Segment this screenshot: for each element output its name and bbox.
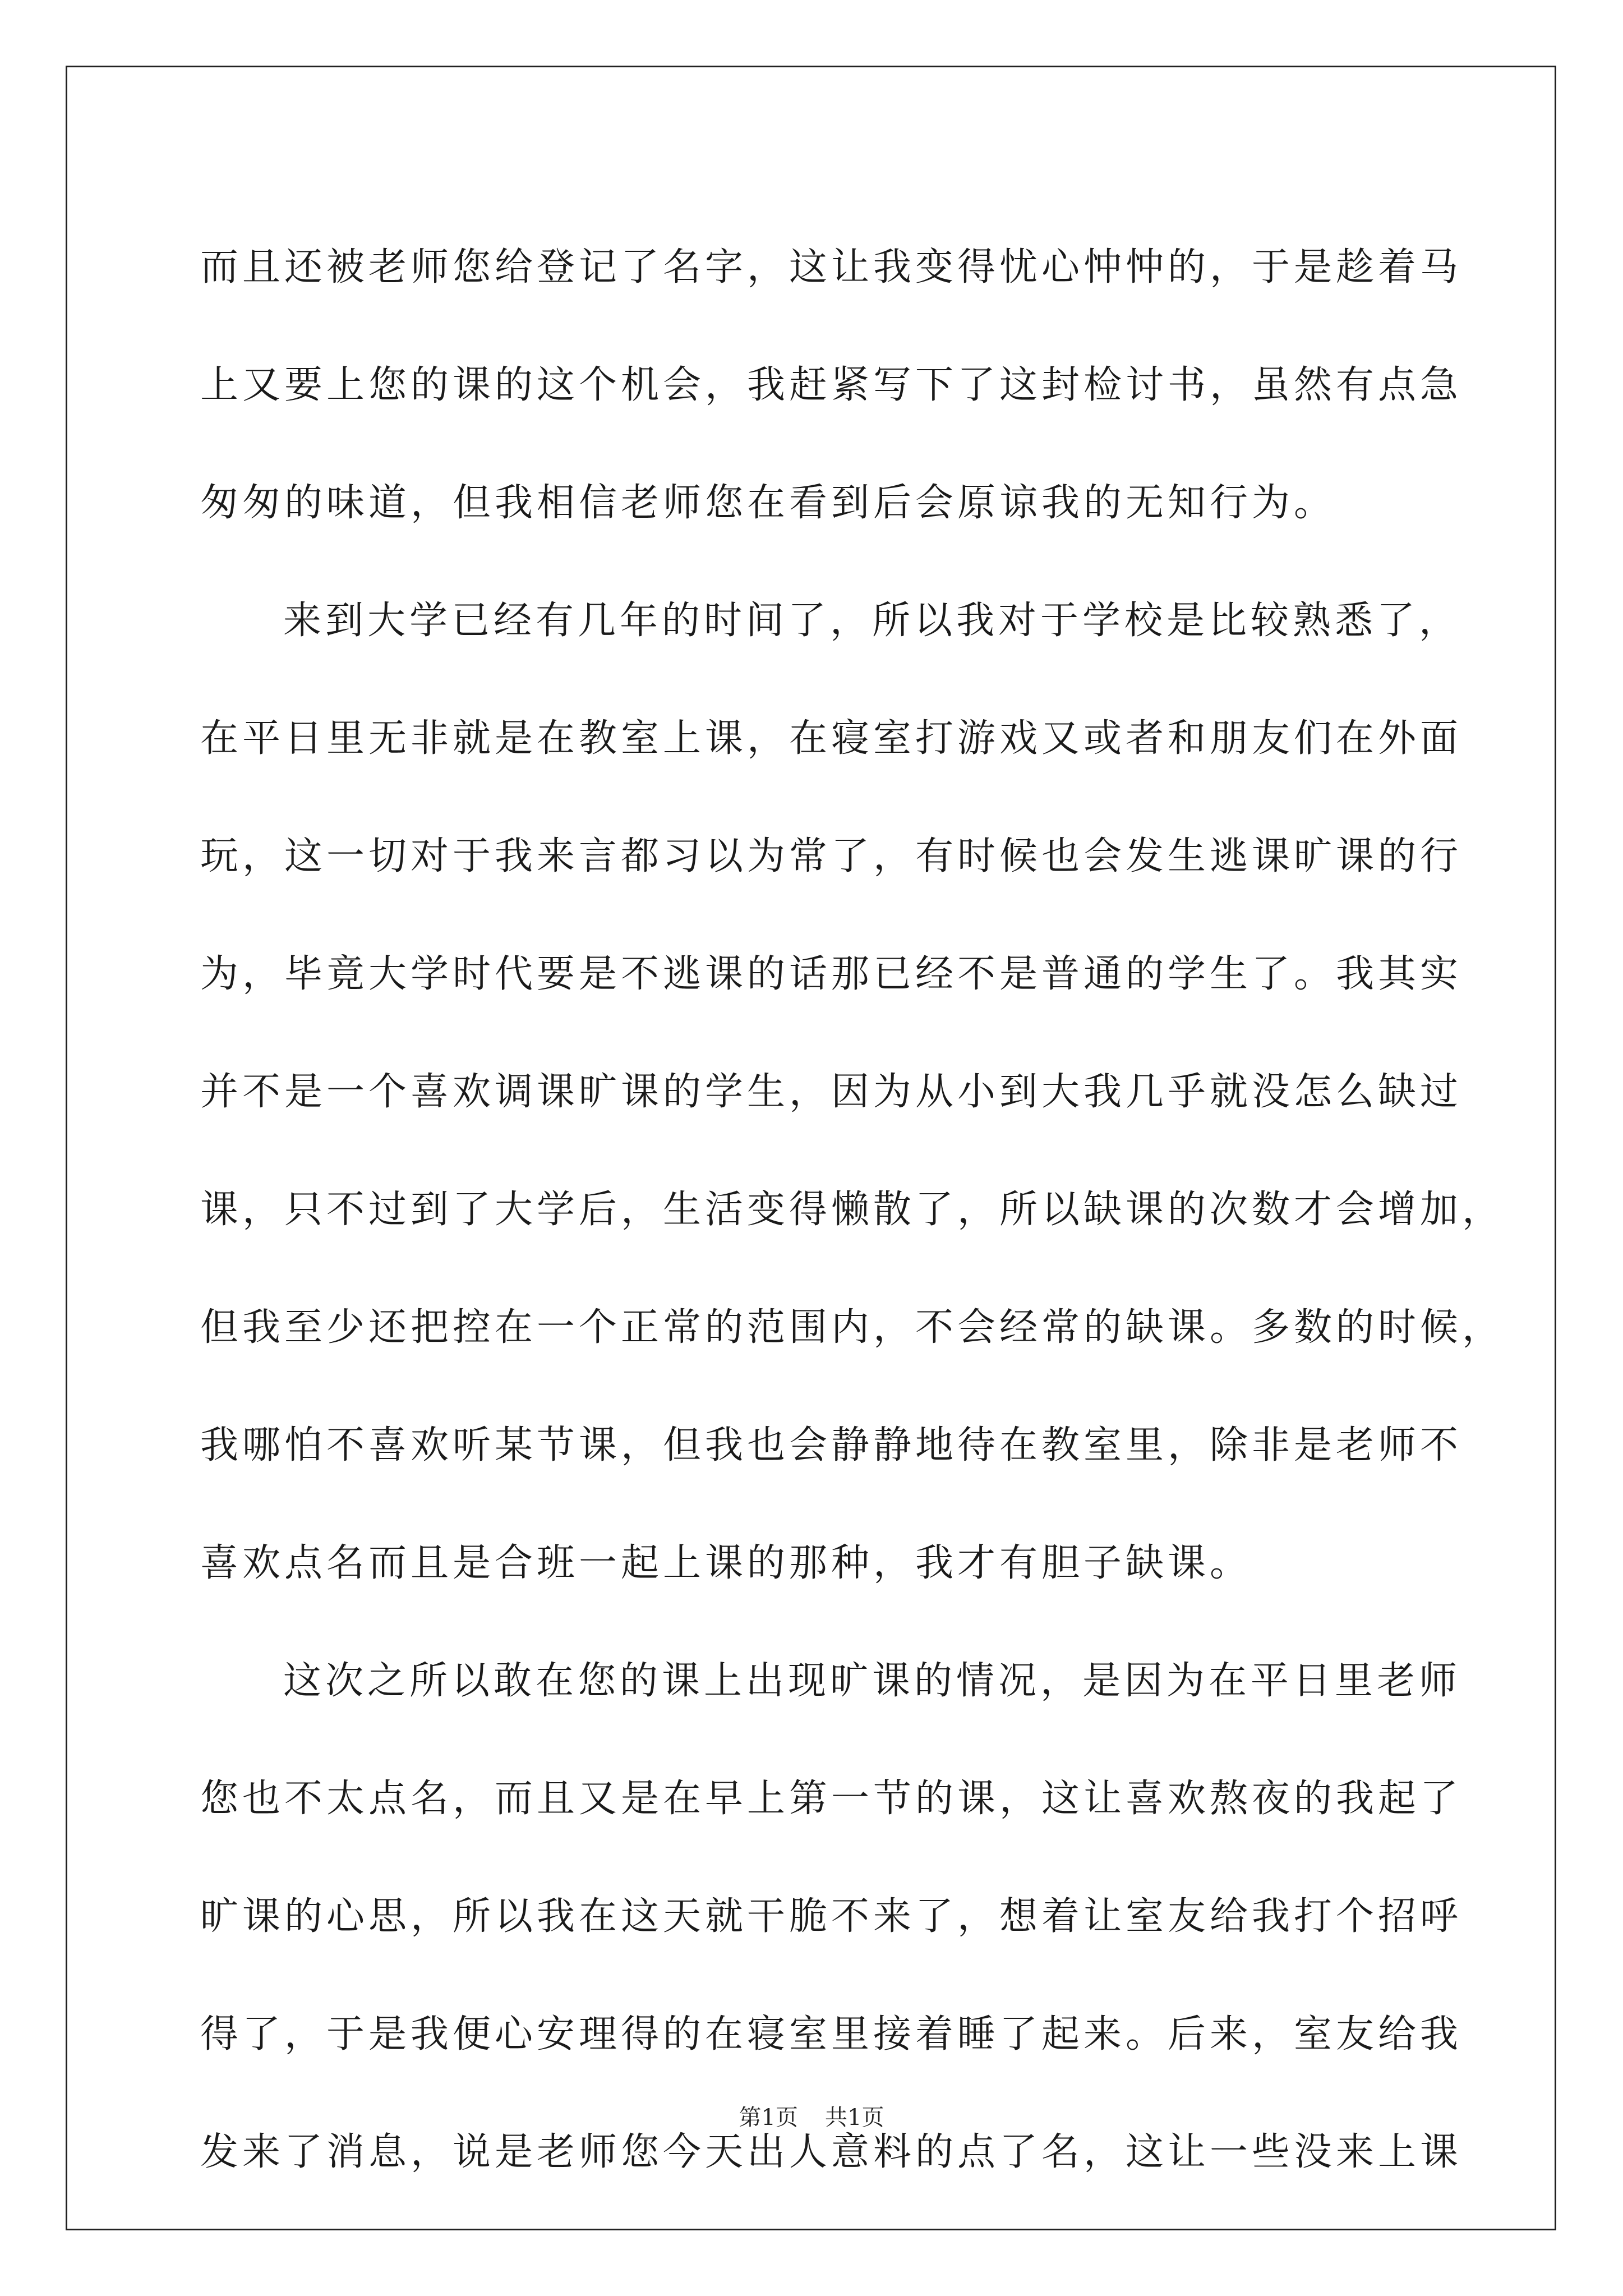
- text-line: 但我至少还把控在一个正常的范围内，不会经常的缺课。多数的时候，: [200, 1305, 1505, 1350]
- text-line: 课，只不过到了大学后，生活变得懒散了，所以缺课的次数才会增加，: [200, 1188, 1505, 1232]
- text-line: 旷课的心思，所以我在这天就干脆不来了，想着让室友给我打个招呼: [200, 1894, 1463, 1939]
- paragraph-start-line: 这次之所以敢在您的课上出现旷课的情况，是因为在平日里老师: [283, 1659, 1461, 1703]
- text-line: 喜欢点名而且是合班一起上课的那种，我才有胆子缺课。: [200, 1541, 1252, 1585]
- text-line: 您也不太点名，而且又是在早上第一节的课，这让喜欢熬夜的我起了: [200, 1777, 1463, 1821]
- text-line: 发来了消息，说是老师您今天出人意料的点了名，这让一些没来上课: [200, 2130, 1463, 2174]
- text-line: 我哪怕不喜欢听某节课，但我也会静静地待在教室里，除非是老师不: [200, 1423, 1463, 1467]
- page-number: 第1页: [739, 2105, 798, 2131]
- paragraph-start-line: 来到大学已经有几年的时间了，所以我对于学校是比较熟悉了，: [283, 599, 1461, 643]
- text-line: 上又要上您的课的这个机会，我赶紧写下了这封检讨书，虽然有点急: [200, 363, 1463, 407]
- text-line: 而且还被老师您给登记了名字，这让我变得忧心忡忡的，于是趁着马: [200, 245, 1463, 289]
- document-body: [200, 209, 1505, 2211]
- text-line: 匆匆的味道，但我相信老师您在看到后会原谅我的无知行为。: [200, 481, 1336, 525]
- page-footer: [0, 2101, 1623, 2134]
- text-line: 在平日里无非就是在教室上课，在寝室打游戏又或者和朋友们在外面: [200, 716, 1463, 761]
- text-line: 得了，于是我便心安理得的在寝室里接着睡了起来。后来，室友给我: [200, 2012, 1463, 2056]
- page-total: 共1页: [825, 2105, 884, 2131]
- text-line: 玩，这一切对于我来言都习以为常了，有时候也会发生逃课旷课的行: [200, 834, 1463, 878]
- text-line: 为，毕竟大学时代要是不逃课的话那已经不是普通的学生了。我其实: [200, 952, 1463, 996]
- text-line: 并不是一个喜欢调课旷课的学生，因为从小到大我几乎就没怎么缺过: [200, 1070, 1463, 1114]
